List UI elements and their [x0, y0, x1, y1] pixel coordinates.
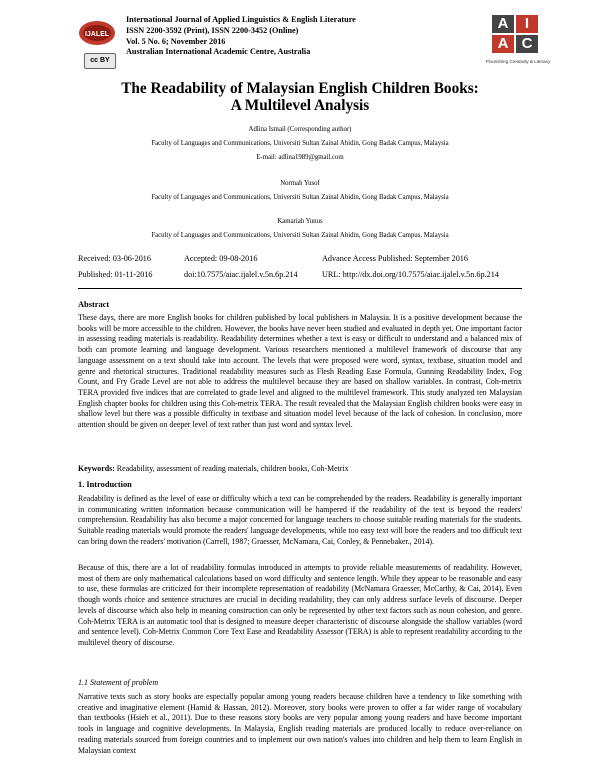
subsection-heading: 1.1 Statement of problem: [78, 678, 159, 687]
intro-paragraph-2: Because of this, there are a lot of readability formulas introduced in attempts to provide reliable measurements of readability. However, most of them are only mathematical calculations based on word difficulty and sentence length. While they appear to be reasonable and easy to use, these formulas are criticized for their incomplete representation of readability (McNamara Graesser, McCarthy, & Cai, 2014). Even though words choice and sentence structures are crucial in deciding readability, they can only address surface levels of discourse. Deeper levels of discourse which also help in meaning construction can only be represented by other text factors such as noun cohesion, and genre. Coh-Metrix TERA is an automatic tool that is designed to measure deeper characteristic of discourse alongside the shallow variables (word and sentence level). Coh-Metrix Common Core Text Ease and Readability Assessor (TERA) is able to represent readability according to the multilevel theory of discourse.: [78, 563, 522, 647]
author-1-name: Adlina Ismail (Corresponding author): [248, 126, 352, 133]
url[interactable]: URL: http://dx.doi.org/10.7575/aiac.ijalel.v.5n.6p.214: [322, 270, 499, 279]
doi[interactable]: doi:10.7575/aiac.ijalel.v.5n.6p.214: [184, 270, 298, 279]
published-date: Published: 01-11-2016: [78, 270, 153, 279]
aiac-letter-3: A: [492, 35, 514, 53]
paper-title-line-2: A Multilevel Analysis: [230, 97, 370, 114]
aiac-logo: [478, 15, 558, 77]
keywords-text: Readability, assessment of reading materials, children books, Coh-Metrix: [114, 464, 349, 473]
journal-logo: [78, 19, 116, 47]
advance-access-date: Advance Access Published: September 2016: [322, 254, 468, 263]
journal-header: [78, 15, 558, 75]
aiac-motto: Flourishing Creativity & Literacy: [485, 59, 551, 64]
abstract-text: These days, there are more English books for children published by local publishers in Malaysia. It is a positive development because the books will be more accessible to the children. However, the books have never been studied and evaluated in depth yet. One important factor in assessing reading materials is readability. Readability determines whether a text is easy or difficult to understand and a balanced mix of both can promote learning and language development. Various researchers mentioned a multilevel framework of discourse that any language assessment on a text should take into account. The levels that were proposed were word, syntax, textbase, situation model and genre and rhetorical structures. Traditional readability measures such as Flesh Reading Ease Formula, Gunning Readability Index, Fog Count, and Fry Grade Level are not able to address the multilevel because they are based on shallow variables. In contrast, Coh-metrix TERA provided five indices that are correlated to grade level and aligned to the multilevel framework. This study analyzed ten Malaysian English chapter books for children using this Coh-metrix TERA. The result revealed that the Malaysian English children books were easy in shallow level but there was a possible difficulty in textbase and situation model level because of the lack of cohesion. In conclusion, more attention should be given on deeper level of text rather than just word and syntax level.: [78, 313, 522, 430]
journal-volume: Vol. 5 No. 6; November 2016: [126, 36, 226, 46]
aiac-letter-4: C: [516, 35, 538, 53]
author-3-name: Kamariah Yunus: [277, 218, 323, 225]
author-3-affiliation: Faculty of Languages and Communications, Universiti Sultan Zainal Abidin, Gong Badak Campus, Malaysia: [151, 232, 449, 239]
abstract-heading: Abstract: [78, 300, 110, 309]
keywords-label: Keywords:: [78, 464, 115, 473]
author-1-email[interactable]: E-mail: adlina1989@gmail.com: [256, 154, 344, 161]
keywords: [78, 464, 522, 475]
journal-logo-text: IJALEL: [84, 31, 110, 38]
paper-title-line-1: The Readability of Malaysian English Children Books:: [121, 80, 479, 97]
divider: [78, 288, 522, 289]
problem-paragraph: Narrative texts such as story books are especially popular among young readers because children have a tendency to like something with creative and imaginative element (Hamid & Hassan, 2012). Moreover, story books were proven to offer a far wider range of vocabulary than textbooks (Hsieh et al., 2011). Due to these reasons story books are very popular among young readers and have become important tools in language and cognitive developments. In Malaysia, English reading materials are produced locally to reduce over-reliance on reading materials sourced from foreign countries and to implement our own nation's values into children and help them to learn English in Malaysian context: [78, 692, 522, 755]
aiac-letter-1: A: [492, 15, 514, 33]
section-1-heading: 1. Introduction: [78, 480, 132, 489]
cc-license-badge: cc BY: [84, 53, 116, 69]
author-1-affiliation: Faculty of Languages and Communications, Universiti Sultan Zainal Abidin, Gong Badak Campus, Malaysia: [151, 140, 449, 147]
author-2-name: Normah Yusof: [280, 180, 320, 187]
received-date: Received: 03-06-2016: [78, 254, 151, 263]
aiac-letter-2: I: [516, 15, 538, 33]
journal-issn: ISSN 2200-3592 (Print), ISSN 2200-3452 (Online): [126, 25, 299, 35]
journal-publisher: Australian International Academic Centre, Australia: [126, 47, 311, 57]
journal-name: International Journal of Applied Linguistics & English Literature: [126, 15, 356, 24]
accepted-date: Accepted: 09-08-2016: [184, 254, 258, 263]
author-2-affiliation: Faculty of Languages and Communications, Universiti Sultan Zainal Abidin, Gong Badak Campus, Malaysia: [151, 194, 449, 201]
intro-paragraph-1: Readability is defined as the level of ease or difficulty which a text can be comprehended by the readers. Readability is generally important in communicating written information because communication will be hampered if the readability of the text is beyond the readers' comprehension. Readability has also become a major concerned for language teachers to choose suitable reading materials for the students. Suitable reading materials would promote the readers' language developments, while too easy text will bore the readers and too difficult text can bring down the readers' motivation (Carrell, 1987; Graesser, McNamara, Cai, Conley, & Pennebaker., 2014).: [78, 494, 522, 546]
